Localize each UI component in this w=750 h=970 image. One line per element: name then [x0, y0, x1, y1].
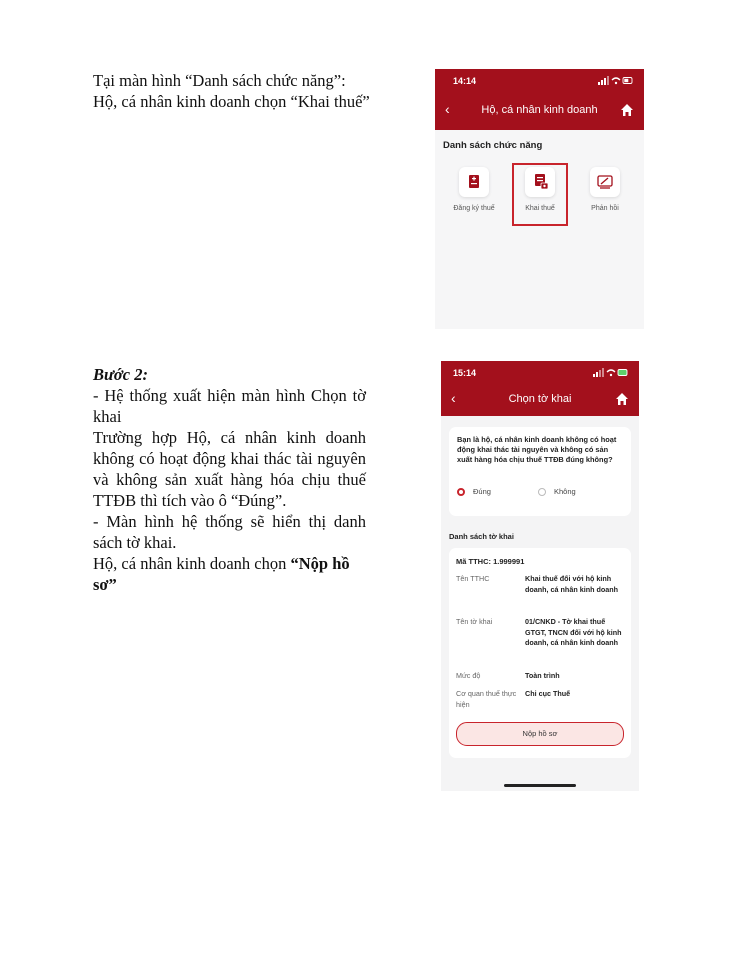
app-header [435, 69, 644, 130]
home-indicator [504, 784, 576, 787]
step2-para4-prefix: Hộ, cá nhân kinh doanh chọn [93, 554, 291, 573]
function-label: Phản hồi [591, 205, 619, 212]
function-dang-ky-thue[interactable] [451, 167, 497, 219]
home-icon[interactable] [620, 103, 634, 117]
radio-yes[interactable] [457, 488, 465, 496]
radio-yes-label: Đúng [473, 487, 491, 496]
back-button[interactable]: ‹ [451, 390, 456, 406]
step1-line2: Hộ, cá nhân kinh doanh chọn “Khai thuế” [93, 92, 370, 111]
row-key: Tên TTHC [456, 574, 490, 583]
row-value: Chi cục Thuế [525, 689, 571, 698]
question-text: Bạn là hộ, cá nhân kinh doanh không có hoạt động khai thác tài nguyên và không có sản xuất hàng hóa chịu thuế TTĐB đúng không? [457, 435, 617, 465]
submit-button[interactable]: Nộp hồ sơ [456, 722, 624, 746]
row-value: 01/CNKD - Tờ khai thuế GTGT, TNCN đối với hộ kinh doanh, cá nhân kinh doanh [525, 617, 622, 647]
declaration-card [449, 548, 631, 758]
list-title: Danh sách tờ khai [449, 532, 514, 541]
procedure-code: Mã TTHC: 1.999991 [456, 557, 525, 566]
screen-title: Hộ, cá nhân kinh doanh [481, 104, 598, 116]
screen-title: Chọn tờ khai [508, 393, 572, 405]
signal-wifi-battery-icon [593, 368, 629, 377]
row-key: Mức độ [456, 671, 481, 680]
choose-declaration-screenshot [441, 361, 639, 791]
feedback-icon [590, 167, 620, 197]
section-title: Danh sách chức năng [443, 140, 543, 151]
step1-line1: Tại màn hình “Danh sách chức năng”: [93, 71, 346, 90]
step2-text [93, 364, 366, 595]
question-card [449, 427, 631, 516]
signal-wifi-battery-icon [598, 76, 634, 85]
function-phan-hoi[interactable] [582, 167, 628, 219]
status-icons [593, 368, 629, 379]
home-icon[interactable] [615, 392, 629, 406]
step2-para4 [93, 553, 366, 595]
step2-para2: Trường hợp Hộ, cá nhân kinh doanh không có hoạt động khai thác tài nguyên và không sản xuất hàng hóa chịu thuế TTĐB thì tích vào ô “Đúng”. [93, 428, 366, 510]
row-value: Toàn trình [525, 671, 560, 680]
row-key: Tên tờ khai [456, 617, 493, 626]
step1-text [93, 70, 393, 112]
registration-icon [459, 167, 489, 197]
function-label: Đăng ký thuế [453, 205, 495, 212]
step2-para3: - Màn hình hệ thống sẽ hiển thị danh sách tờ khai. [93, 512, 366, 552]
back-button[interactable]: ‹ [445, 101, 450, 117]
status-icons [598, 76, 634, 87]
step2-para1: - Hệ thống xuất hiện màn hình Chọn tờ khai [93, 386, 366, 426]
radio-no[interactable] [538, 488, 546, 496]
selection-highlight [512, 163, 568, 226]
step2-para4-bold: “Nộp hồ sơ” [93, 554, 350, 594]
function-list-screenshot [435, 69, 644, 329]
app-header [441, 361, 639, 416]
radio-no-label: Không [554, 487, 576, 496]
status-time: 14:14 [453, 76, 477, 86]
row-key: Cơ quan thuế thực hiện [456, 689, 517, 709]
step2-heading: Bước 2: [93, 365, 148, 384]
function-label: Khai thuế [525, 205, 555, 212]
status-time: 15:14 [453, 368, 477, 378]
row-value: Khai thuế đối với hộ kinh doanh, cá nhân kinh doanh [525, 574, 619, 594]
